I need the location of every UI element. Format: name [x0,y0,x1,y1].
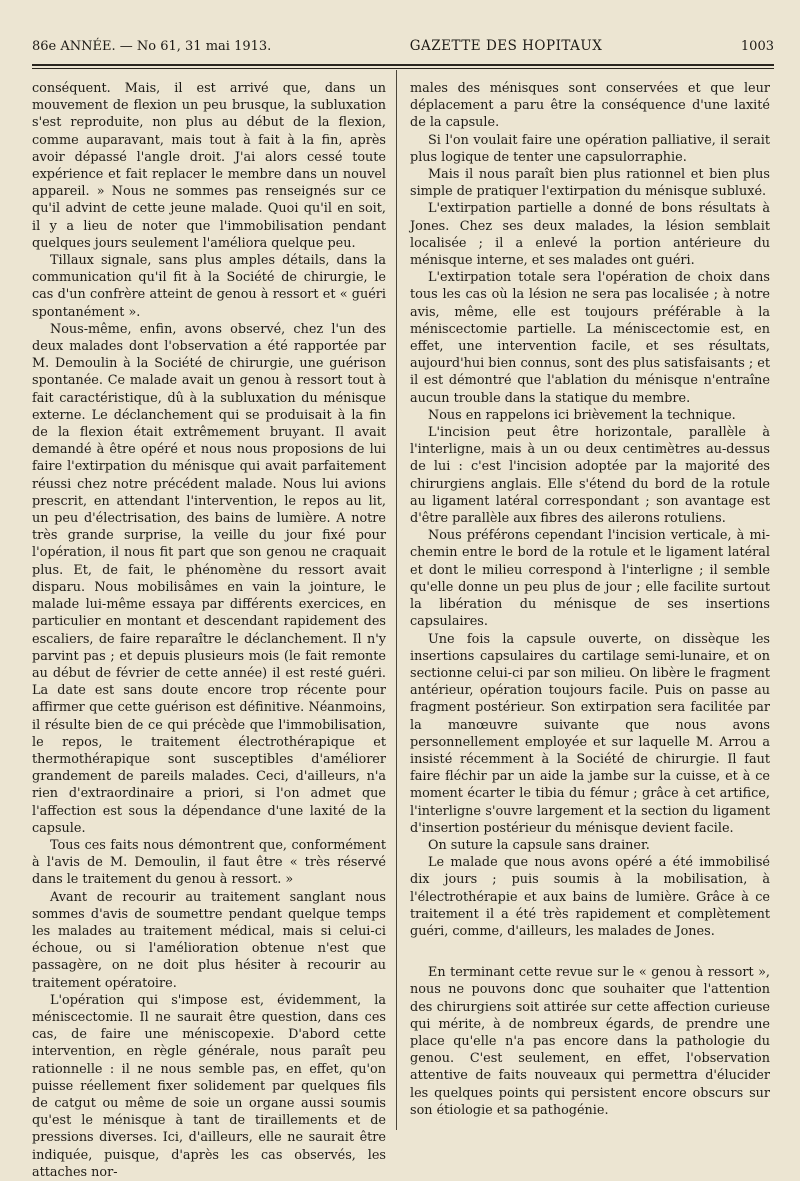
right-column [410,80,770,1130]
paragraph: Le malade que nous avons opéré a été immobilisé dix jours ; puis soumis à la mobilisation, à l'électrothérapie et aux bains de lumière. Grâce à ce traitement il a été très rapidement et complètement guéri, comme, d'ailleurs, les malades de Jones. [410,855,770,939]
paragraph: On suture la capsule sans drainer. [428,837,650,853]
paragraph: Nous en rappelons ici brièvement la technique. [428,407,736,423]
header-rule-thin [32,68,774,69]
journal-title: GAZETTE DES HOPITAUX [409,38,603,54]
paragraph: L'extirpation partielle a donné de bons résultats à Jones. Chez ses deux malades, la lésion semblait localisée ; il a enlevé la portion antérieure du ménisque interne, et ses malades ont guéri. [410,201,770,269]
paragraph: males des ménisques sont conservées et que leur déplacement a paru être la conséquence d'une laxité de la capsule. [410,81,770,131]
page-header [32,38,774,60]
column-divider [396,70,397,1130]
paragraph: Tillaux signale, sans plus amples détails, dans la communication qu'il fit à la Société de chirurgie, le cas d'un confrère atteint de genou à ressort et « guéri spontanément ». [32,253,386,320]
paragraph: Si l'on voulait faire une opération palliative, il serait plus logique de tenter une capsulorraphie. [410,132,770,165]
left-column [32,80,386,1180]
paragraph: Une fois la capsule ouverte, on dissèque les insertions capsulaires du cartilage semi-lunaire, et on sectionne celui-ci par son milieu. On libère le fragment antérieur, opération toujours facile. Puis on passe au fragment postérieur. Son extirpation sera facilitée par la manœuvre suivante que nous avons personnellement employée et sur laquelle M. Arrou a insisté récemment à la Société de chirurgie. Il faut faire fléchir par un aide la jambe sur la cuisse, et à ce moment écarter le tibia du fémur ; grâce à cet artifice, l'interligne s'ouvre largement et la section du ligament d'insertion postérieur du ménisque devient facile. [410,631,770,836]
page-number: 1003 [740,39,774,54]
paragraph: Avant de recourir au traitement sanglant nous sommes d'avis de soumettre pendant quelque temps les malades au traitement médical, mais si celui-ci échoue, ou si l'amélioration obtenue n'est que passagère, on ne doit plus hésiter à recourir au traitement opératoire. [32,889,386,991]
paragraph: Mais il nous paraît bien plus rationnel et bien plus simple de pratiquer l'extirpation du ménisque subluxé. [410,167,770,200]
paragraph: L'incision peut être horizontale, parallèle à l'interligne, mais à un ou deux centimètres au-dessus de lui : c'est l'incision adoptée par la majorité des chirurgiens anglais. Elle s'étend du bord de la rotule au ligament latéral correspondant ; son avantage est d'être parallèle aux fibres des ailerons rotuliens. [410,425,770,527]
issue-info: 86e ANNÉE. — No 61, 31 mai 1913. [32,39,272,54]
paragraph: conséquent. Mais, il est arrivé que, dans un mouvement de flexion un peu brusque, la subluxation s'est reproduite, non plus au début de la flexion, comme auparavant, mais tout à fait à la fin, après avoir dépassé l'angle droit. J'ai alors cessé toute expérience et fait replacer le membre dans un nouvel appareil. » Nous ne sommes pas renseignés sur ce qu'il advint de cette jeune malade. Quoi qu'il en soit, il y a lieu de noter que l'immobilisation pendant quelques jours seulement l'améliora quelque peu. [32,81,386,251]
header-rule [32,64,774,66]
paragraph: Nous-même, enfin, avons observé, chez l'un des deux malades dont l'observation a été rapportée par M. Demoulin à la Société de chirurgie, une guérison spontanée. Ce malade avait un genou à ressort tout à fait caractéristique, dû à la subluxation du ménisque externe. Le déclanchement qui se produisait à la fin de la flexion était extrêmement bruyant. Il avait demandé à être opéré et nous nous proposions de lui faire l'extirpation du ménisque qui avait parfaitement réussi chez notre précédent malade. Nous lui avions prescrit, en attendant l'intervention, le repos au lit, un peu d'électrisation, des bains de lumière. A notre très grande surprise, la veille du jour fixé pour l'opération, il nous fit part que son genou ne craquait plus. Et, de fait, le phénomène du ressort avait disparu. Nous mobilisâmes en vain la jointure, le malade lui-même essaya par différents exercices, en particulier en montant et descendant rapidement des escaliers, de faire reparaître le déclanchement. Il n'y parvint pas ; et depuis plusieurs mois (le fait remonte au début de février de cette année) il est resté guéri. La date est sans doute encore trop récente pour affirmer que cette guérison est définitive. Néanmoins, il résulte bien de ce qui précède que l'immobilisation, le repos, le traitement électrothérapique et thermothérapique sont susceptibles d'améliorer grandement de pareils malades. Ceci, d'ailleurs, n'a rien d'extraordinaire a priori, si l'on admet que l'affection est sous la dépendance d'une laxité de la capsule. [32,321,386,836]
conclusion-paragraph: En terminant cette revue sur le « genou à ressort », nous ne pouvons donc que souhaiter que l'attention des chirurgiens soit attirée sur cette affection curieuse qui mérite, à de nombreux égards, de prendre une place qu'elle n'a pas encore dans la pathologie du genou. C'est seulement, en effet, l'observation attentive de faits nouveaux qui permettra d'élucider les quelques points qui persistent encore obscurs sur son étiologie et sa pathogénie. [410,965,770,1118]
paragraph: Nous préférons cependant l'incision verticale, à mi-chemin entre le bord de la rotule et le ligament latéral et dont le milieu correspond à l'interligne ; il semble qu'elle donne un peu plus de jour ; elle facilite surtout la libération du ménisque de ses insertions capsulaires. [410,528,770,630]
paragraph: L'opération qui s'impose est, évidemment, la méniscectomie. Il ne saurait être question, dans ces cas, de faire une méniscopexie. D'abord cette intervention, en règle générale, nous paraît peu rationnelle : il ne nous semble pas, en effet, qu'on puisse réellement fixer solidement par quelques fils de catgut ou même de soie un organe aussi soumis qu'est le ménisque à tant de tiraillements et de pressions diverses. Ici, d'ailleurs, elle ne saurait être indiquée, puisque, d'après les cas observés, les attaches nor- [32,992,386,1180]
paragraph: L'extirpation totale sera l'opération de choix dans tous les cas où la lésion ne sera pas localisée ; à notre avis, même, elle est toujours préférable à la méniscectomie partielle. La méniscectomie est, en effet, une intervention facile, et ses résultats, aujourd'hui bien connus, sont des plus satisfaisants ; et il est démontré que l'ablation du ménisque n'entraîne aucun trouble dans la statique du membre. [410,270,770,406]
paragraph: Tous ces faits nous démontrent que, conformément à l'avis de M. Demoulin, il faut être « très réservé dans le traitement du genou à ressort. » [32,837,386,888]
